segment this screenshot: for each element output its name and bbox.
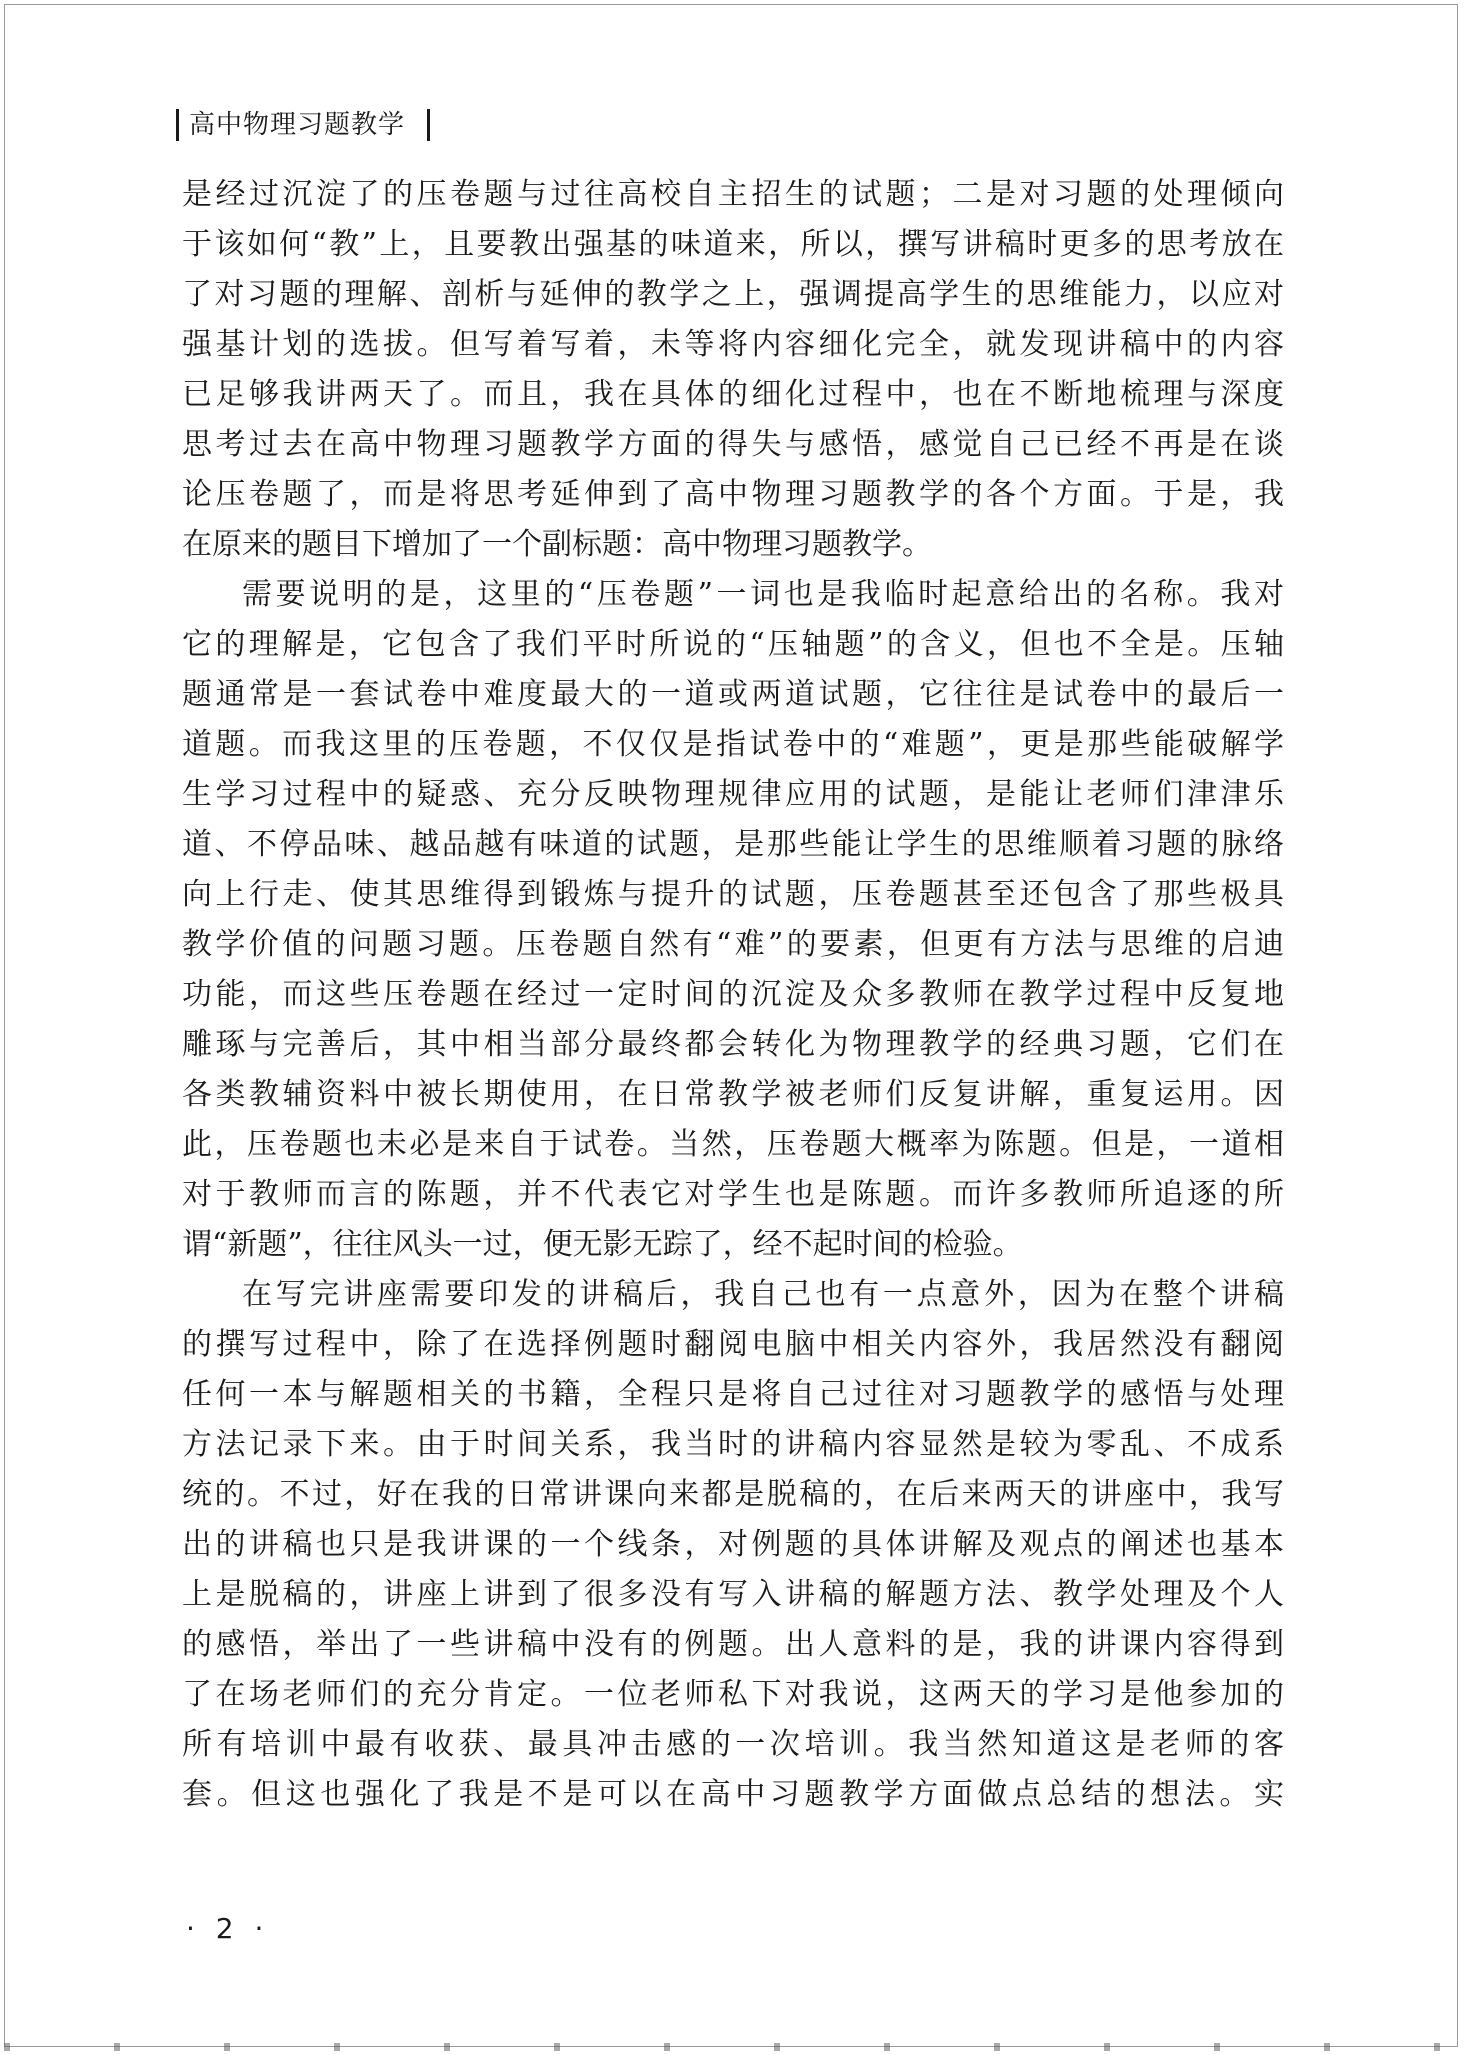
text-line: 于该如何“教”上，且要教出强基的味道来，所以，撰写讲稿时更多的思考放在 [182, 227, 1284, 262]
text-line: 需要说明的是，这里的“压卷题”一词也是我临时起意给出的名称。我对 [242, 577, 1284, 612]
text-line: 向上行走、使其思维得到锻炼与提升的试题，压卷题甚至还包含了那些极具 [182, 877, 1284, 912]
text-line: 功能，而这些压卷题在经过一定时间的沉淀及众多教师在教学过程中反复地 [182, 977, 1284, 1012]
text-line: 论压卷题了，而是将思考延伸到了高中物理习题教学的各个方面。于是，我 [182, 477, 1284, 512]
text-line: 谓“新题”，往往风头一过，便无影无踪了，经不起时间的检验。 [182, 1227, 1023, 1262]
text-line: 它的理解是，它包含了我们平时所说的“压轴题”的含义，但也不全是。压轴 [182, 627, 1284, 662]
page-number: · 2 · [186, 1912, 270, 1945]
text-line: 思考过去在高中物理习题教学方面的得失与感悟，感觉自己已经不再是在谈 [182, 427, 1284, 462]
running-header [176, 108, 430, 142]
text-line: 出的讲稿也只是我讲课的一个线条，对例题的具体讲解及观点的阐述也基本 [182, 1527, 1284, 1562]
text-line: 强基计划的选拔。但写着写着，未等将内容细化完全，就发现讲稿中的内容 [182, 327, 1284, 362]
text-line: 是经过沉淀了的压卷题与过往高校自主招生的试题；二是对习题的处理倾向 [182, 177, 1284, 212]
text-line: 已足够我讲两天了。而且，我在具体的细化过程中，也在不断地梳理与深度 [182, 377, 1284, 412]
text-line: 对于教师而言的陈题，并不代表它对学生也是陈题。而许多教师所追逐的所 [182, 1177, 1284, 1212]
text-line: 道题。而我这里的压卷题，不仅仅是指试卷中的“难题”，更是那些能破解学 [182, 727, 1284, 762]
body-text [182, 170, 1284, 1820]
text-line: 各类教辅资料中被长期使用，在日常教学被老师们反复讲解，重复运用。因 [182, 1077, 1284, 1112]
text-line: 所有培训中最有收获、最具冲击感的一次培训。我当然知道这是老师的客 [182, 1727, 1284, 1762]
scan-edge-artifact [4, 2043, 1458, 2051]
header-rule-right [427, 109, 430, 141]
text-line: 了在场老师们的充分肯定。一位老师私下对我说，这两天的学习是他参加的 [182, 1677, 1284, 1712]
running-header-title: 高中物理习题教学 [189, 110, 406, 140]
text-line: 在写完讲座需要印发的讲稿后，我自己也有一点意外，因为在整个讲稿 [242, 1277, 1284, 1312]
text-line: 教学价值的问题习题。压卷题自然有“难”的要素，但更有方法与思维的启迪 [182, 927, 1284, 962]
text-line: 任何一本与解题相关的书籍，全程只是将自己过往对习题教学的感悟与处理 [182, 1377, 1284, 1412]
text-line: 套。但这也强化了我是不是可以在高中习题教学方面做点总结的想法。实 [182, 1777, 1284, 1812]
text-line: 上是脱稿的，讲座上讲到了很多没有写入讲稿的解题方法、教学处理及个人 [182, 1577, 1284, 1612]
text-line: 了对习题的理解、剖析与延伸的教学之上，强调提高学生的思维能力，以应对 [182, 277, 1284, 312]
text-line: 雕琢与完善后，其中相当部分最终都会转化为物理教学的经典习题，它们在 [182, 1027, 1284, 1062]
text-line: 生学习过程中的疑惑、充分反映物理规律应用的试题，是能让老师们津津乐 [182, 777, 1284, 812]
text-line: 此，压卷题也未必是来自于试卷。当然，压卷题大概率为陈题。但是，一道相 [182, 1127, 1284, 1162]
text-line: 方法记录下来。由于时间关系，我当时的讲稿内容显然是较为零乱、不成系 [182, 1427, 1284, 1462]
text-line: 在原来的题目下增加了一个副标题：高中物理习题教学。 [182, 527, 932, 562]
text-line: 道、不停品味、越品越有味道的试题，是那些能让学生的思维顺着习题的脉络 [182, 827, 1284, 862]
text-line: 统的。不过，好在我的日常讲课向来都是脱稿的，在后来两天的讲座中，我写 [182, 1477, 1284, 1512]
text-line: 的感悟，举出了一些讲稿中没有的例题。出人意料的是，我的讲课内容得到 [182, 1627, 1284, 1662]
text-line: 题通常是一套试卷中难度最大的一道或两道试题，它往往是试卷中的最后一 [182, 677, 1284, 712]
text-line: 的撰写过程中，除了在选择例题时翻阅电脑中相关内容外，我居然没有翻阅 [182, 1327, 1284, 1362]
